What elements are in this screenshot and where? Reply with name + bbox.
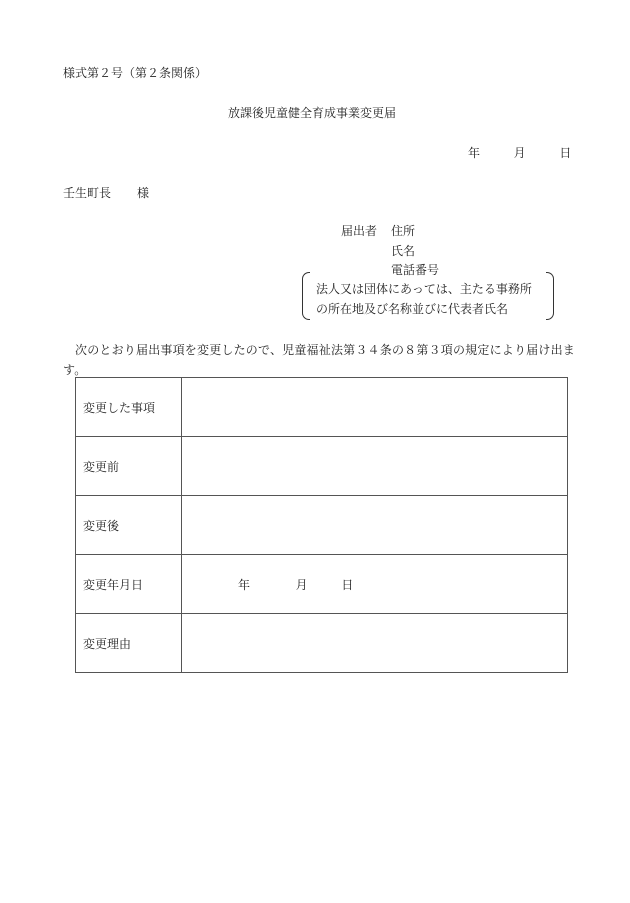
table-row (76, 437, 568, 496)
document-title: 放課後児童健全育成事業変更届 (228, 106, 397, 120)
changed-item-field[interactable] (182, 378, 568, 437)
change-reason-field[interactable] (182, 614, 568, 673)
corporate-note-line2: の所在地及び名称並びに代表者氏名 (316, 302, 509, 316)
right-bracket-icon (546, 272, 554, 320)
change-details-table (75, 377, 568, 673)
change-date-day: 日 (341, 577, 354, 592)
date-month-label: 月 (513, 146, 526, 160)
row-label-before: 変更前 (76, 437, 182, 496)
applicant-phone-label: 電話番号 (391, 263, 440, 277)
change-date-year: 年 (238, 577, 251, 592)
left-bracket-icon (302, 272, 310, 320)
table-row (76, 614, 568, 673)
table-row (76, 555, 568, 614)
change-date-field[interactable] (182, 555, 568, 614)
applicant-name-label: 氏名 (391, 244, 416, 258)
table-row (76, 496, 568, 555)
recipient-name: 壬生町長 (63, 186, 112, 200)
corporate-note-line1: 法人又は団体にあっては、主たる事務所 (316, 282, 532, 296)
recipient (63, 186, 149, 200)
table-row (76, 378, 568, 437)
recipient-honorific: 様 (137, 186, 150, 200)
date-year-label: 年 (468, 146, 481, 160)
row-label-change-date: 変更年月日 (76, 555, 182, 614)
before-change-field[interactable] (182, 437, 568, 496)
row-label-changed-item: 変更した事項 (76, 378, 182, 437)
row-label-reason: 変更理由 (76, 614, 182, 673)
form-number: 様式第２号（第２条関係） (63, 66, 208, 80)
row-label-after: 変更後 (76, 496, 182, 555)
date-day-label: 日 (559, 146, 572, 160)
submission-date (468, 146, 571, 160)
change-date-month: 月 (295, 577, 308, 592)
statement-paragraph: 次のとおり届出事項を変更したので、児童福祉法第３４条の８第３項の規定により届け出ます。 (63, 343, 575, 377)
applicant-label: 届出者 (341, 224, 378, 238)
applicant-address-label: 住所 (391, 224, 416, 238)
after-change-field[interactable] (182, 496, 568, 555)
